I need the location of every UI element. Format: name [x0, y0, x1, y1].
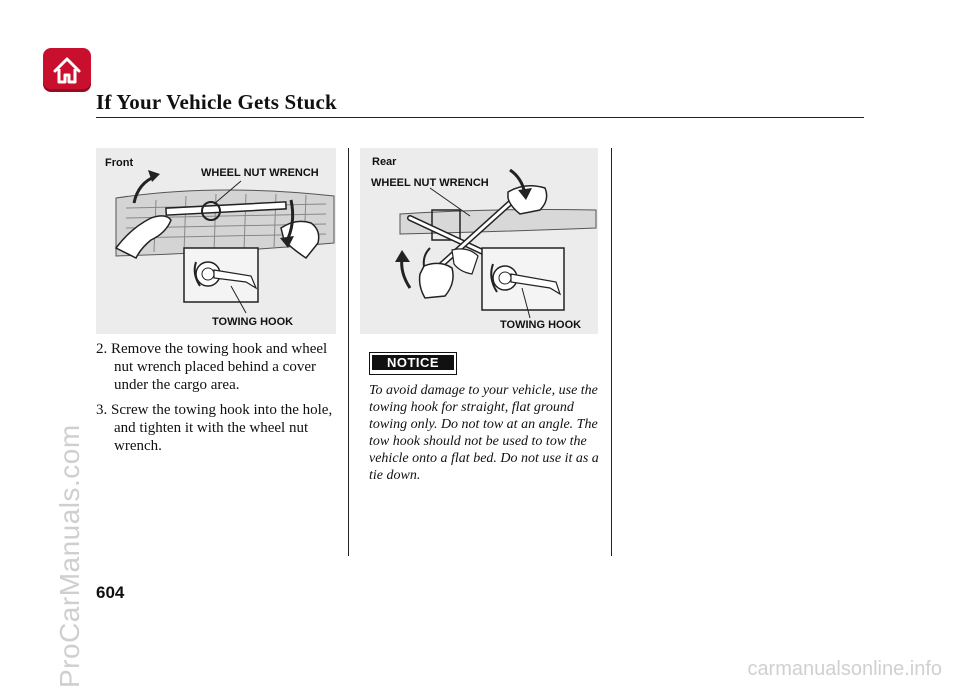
home-icon: [51, 54, 83, 86]
notice-badge: [369, 352, 457, 375]
column-divider-right: [611, 148, 612, 556]
watermark-left: ProCarManuals.com: [54, 424, 85, 688]
watermark-right: carmanualsonline.info: [747, 658, 942, 680]
front-towing-figure: [96, 148, 336, 334]
rear-wrench-label: WHEEL NUT WRENCH: [371, 177, 489, 189]
rear-towing-figure: [360, 148, 598, 334]
front-wrench-label: WHEEL NUT WRENCH: [201, 167, 319, 179]
title-divider: [96, 117, 864, 118]
rear-illustration: [360, 148, 598, 334]
notice-badge-label: NOTICE: [372, 355, 454, 370]
front-figure-label: Front: [105, 157, 134, 169]
rear-hook-label: TOWING HOOK: [500, 319, 582, 331]
column-divider-left: [348, 148, 349, 556]
step-2: 2. Remove the towing hook and wheel nut wrench placed behind a cover under the cargo area.: [96, 341, 328, 393]
notice-text: To avoid damage to your vehicle, use the towing hook for straight, flat ground towing only. Do not tow at an angle. The tow hook should not be used to tow the vehicle onto a flat bed. Do not use it as a tie down.: [369, 383, 599, 483]
front-hook-label: TOWING HOOK: [212, 316, 294, 328]
rear-figure-label: Rear: [372, 156, 397, 168]
page-title: If Your Vehicle Gets Stuck: [96, 90, 337, 114]
page-number: 604: [96, 583, 125, 602]
home-button[interactable]: [43, 48, 91, 92]
step-3: 3. Screw the towing hook into the hole, and tighten it with the wheel nut wrench.: [96, 402, 333, 454]
instruction-steps: [96, 340, 346, 462]
